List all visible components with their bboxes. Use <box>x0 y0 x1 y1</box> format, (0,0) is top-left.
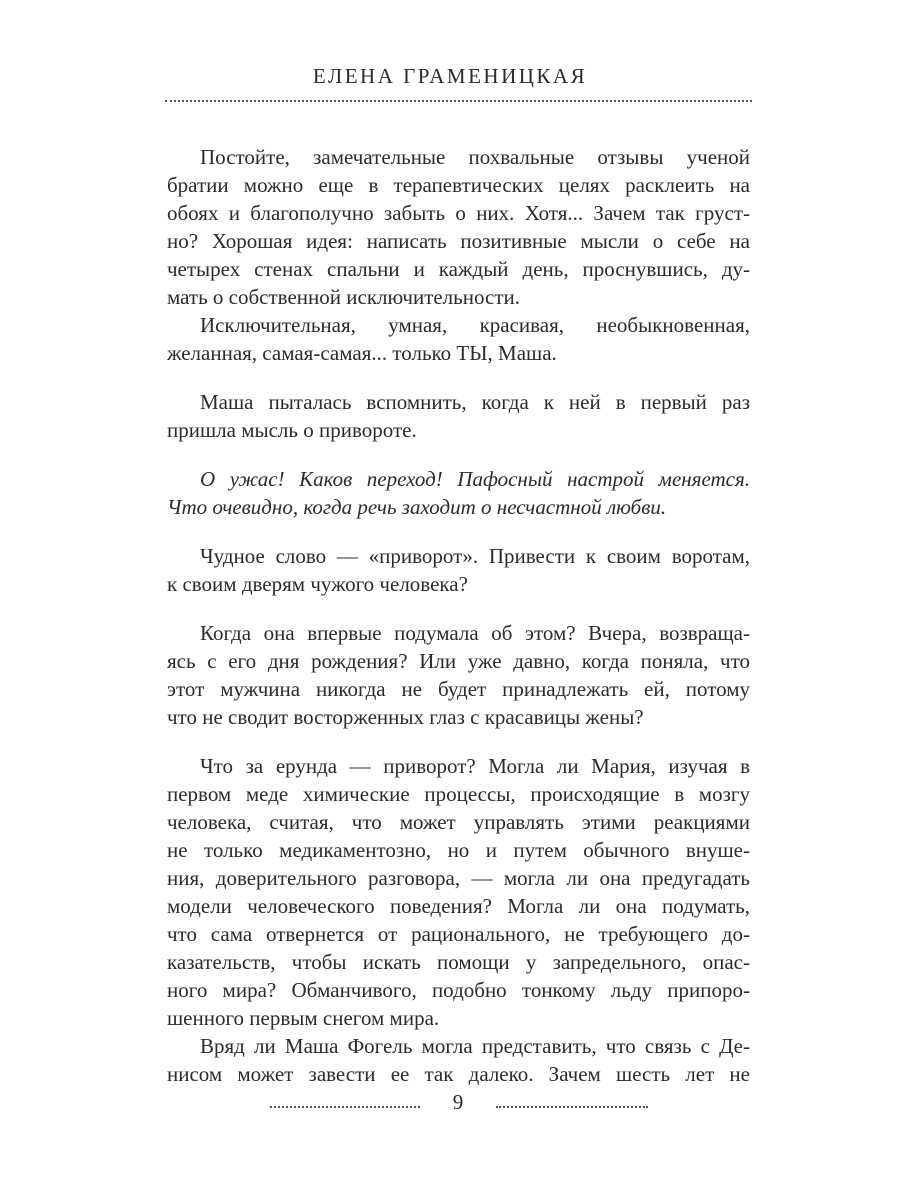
text-line: желанная, самая-самая... только ТЫ, Маша. <box>167 341 557 365</box>
text-line: Исключительная, умная, красивая, необыкновенная, <box>200 313 750 337</box>
paragraph <box>167 542 750 598</box>
paragraph <box>167 311 750 367</box>
page-footer <box>0 1088 900 1118</box>
text-line: Вряд ли Маша Фогель могла представить, что связь с Де- <box>200 1034 750 1058</box>
text-line: Что за ерунда — приворот? Могла ли Мария, изучая в <box>200 754 750 778</box>
text-line: ного мира? Обманчивого, подобно тонкому льду припоро- <box>167 978 750 1002</box>
text-line: ния, доверительного разговора, — могла ли она предугадать <box>167 866 750 890</box>
paragraph <box>167 388 750 444</box>
text-line: Постойте, замечательные похвальные отзывы ученой <box>200 145 750 169</box>
paragraph <box>167 619 750 731</box>
text-line: не только медикаментозно, но и путем обычного внуше- <box>167 838 750 862</box>
text-line: шенного первым снегом мира. <box>167 1006 440 1030</box>
text-line: Что очевидно, когда речь заходит о несчастной любви. <box>167 495 667 519</box>
paragraph <box>167 465 750 521</box>
footer-dotted-rule-left <box>270 1106 420 1108</box>
text-line: пришла мысль о привороте. <box>167 418 417 442</box>
paragraph <box>167 752 750 1032</box>
text-line: Когда она впервые подумала об этом? Вчера, возвраща- <box>200 621 750 645</box>
paragraph <box>167 1032 750 1088</box>
text-line: к своим дверям чужого человека? <box>167 572 468 596</box>
text-line: О ужас! Каков переход! Пафосный настрой меняется. <box>200 467 750 491</box>
header-dotted-rule <box>165 100 752 102</box>
text-line: Маша пыталась вспомнить, когда к ней в первый раз <box>200 390 750 414</box>
text-line: нисом может завести ее так далеко. Зачем шесть лет не <box>167 1062 750 1086</box>
text-line: мать о собственной исключительности. <box>167 285 520 309</box>
text-line: что сама отвернется от рационального, не требующего до- <box>167 922 750 946</box>
footer-dotted-rule-right <box>496 1106 648 1108</box>
text-line: первом меде химические процессы, происходящие в мозгу <box>167 782 750 806</box>
text-line: братии можно еще в терапевтических целях расклеить на <box>167 173 750 197</box>
text-line: четырех стенах спальни и каждый день, проснувшись, ду- <box>167 257 750 281</box>
text-line: человека, считая, что может управлять этими реакциями <box>167 810 750 834</box>
paragraph <box>167 143 750 311</box>
text-line: что не сводит восторженных глаз с красавицы жены? <box>167 705 644 729</box>
running-header-author: ЕЛЕНА ГРАМЕНИЦКАЯ <box>312 64 588 88</box>
text-line: Чудное слово — «приворот». Привести к своим воротам, <box>200 544 750 568</box>
text-line: этот мужчина никогда не будет принадлежать ей, потому <box>167 677 750 701</box>
page-number: 9 <box>452 1090 464 1114</box>
text-line: ясь с его дня рождения? Или уже давно, когда поняла, что <box>167 649 750 673</box>
text-line: казательств, чтобы искать помощи у запредельного, опас- <box>167 950 750 974</box>
text-line: обоях и благополучно забыть о них. Хотя... Зачем так груст- <box>167 201 750 225</box>
page-body-text <box>167 143 750 1088</box>
text-line: модели человеческого поведения? Могла ли она подумать, <box>167 894 750 918</box>
text-line: но? Хорошая идея: написать позитивные мысли о себе на <box>167 229 750 253</box>
